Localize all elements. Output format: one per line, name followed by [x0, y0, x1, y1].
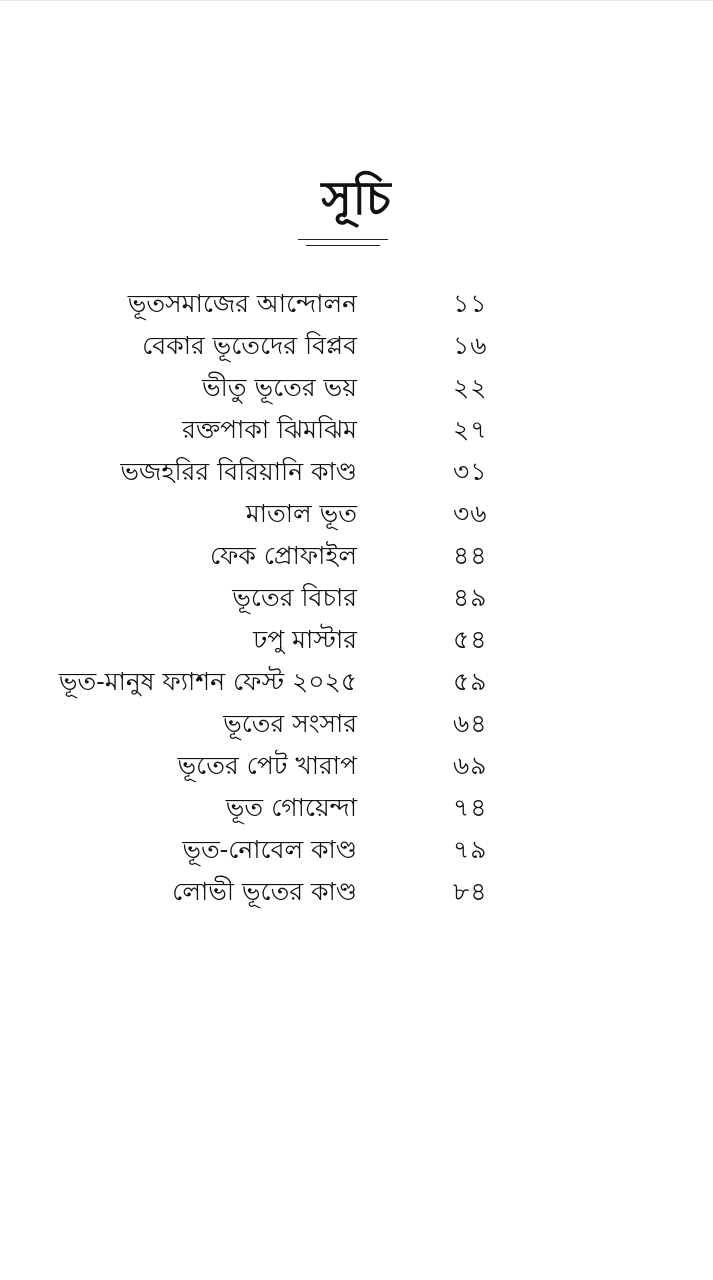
page-top-border	[0, 0, 713, 1]
toc-entry-title: ভূতের বিচার	[232, 583, 357, 612]
title-underline	[298, 239, 388, 240]
toc-row	[0, 620, 713, 662]
toc-entry-page: ৭৪	[453, 793, 488, 822]
toc-entry-title: ভূতের সংসার	[223, 709, 357, 738]
toc-entry-title: লোভী ভূতের কাণ্ড	[172, 877, 357, 906]
toc-entry-page: ৬৯	[453, 751, 488, 780]
toc-entry-page: ২৭	[453, 415, 488, 444]
toc-row	[0, 578, 713, 620]
toc-row	[0, 452, 713, 494]
toc-entry-title: ভজহরির বিরিয়ানি কাণ্ড	[120, 457, 357, 486]
toc-row	[0, 746, 713, 788]
toc-row	[0, 830, 713, 872]
toc-row	[0, 368, 713, 410]
toc-entry-title: ভূত গোয়েন্দা	[225, 793, 357, 822]
toc-entry-page: ৫৯	[453, 667, 488, 696]
toc-entry-title: ভূতের পেট খারাপ	[177, 751, 357, 780]
toc-entry-title: বেকার ভূতেদের বিপ্লব	[142, 331, 357, 360]
toc-row	[0, 284, 713, 326]
title-underline-inner	[306, 245, 380, 246]
table-of-contents	[0, 284, 713, 914]
toc-row	[0, 494, 713, 536]
toc-entry-title: ভীতু ভূতের ভয়	[202, 373, 357, 402]
toc-entry-page: ৫৪	[453, 625, 488, 654]
toc-entry-title: ভূত-নোবেল কাণ্ড	[182, 835, 357, 864]
toc-entry-title: ফেক প্রোফাইল	[209, 541, 357, 570]
toc-entry-page: ৪৪	[453, 541, 488, 570]
toc-row	[0, 704, 713, 746]
toc-row	[0, 872, 713, 914]
toc-entry-page: ১৬	[453, 331, 488, 360]
toc-entry-page: ৮৪	[453, 877, 488, 906]
toc-entry-page: ৪৯	[453, 583, 488, 612]
page-title: সূচি	[321, 171, 392, 225]
toc-row	[0, 536, 713, 578]
toc-row	[0, 662, 713, 704]
toc-entry-page: ১১	[453, 289, 488, 318]
toc-row	[0, 788, 713, 830]
toc-row	[0, 410, 713, 452]
toc-entry-page: ৬৪	[453, 709, 488, 738]
toc-entry-page: ২২	[453, 373, 488, 402]
toc-row	[0, 326, 713, 368]
toc-entry-title: ভূতসমাজের আন্দোলন	[127, 289, 357, 318]
toc-entry-page: ৭৯	[453, 835, 488, 864]
toc-entry-title: ভূত-মানুষ ফ্যাশন ফেস্ট ২০২৫	[58, 667, 357, 696]
toc-entry-page: ৩১	[453, 457, 488, 486]
toc-entry-title: মাতাল ভূত	[245, 499, 357, 528]
toc-entry-page: ৩৬	[453, 499, 488, 528]
toc-entry-title: রক্তপাকা ঝিমঝিম	[182, 415, 357, 444]
toc-entry-title: ঢপু মাস্টার	[253, 625, 357, 654]
